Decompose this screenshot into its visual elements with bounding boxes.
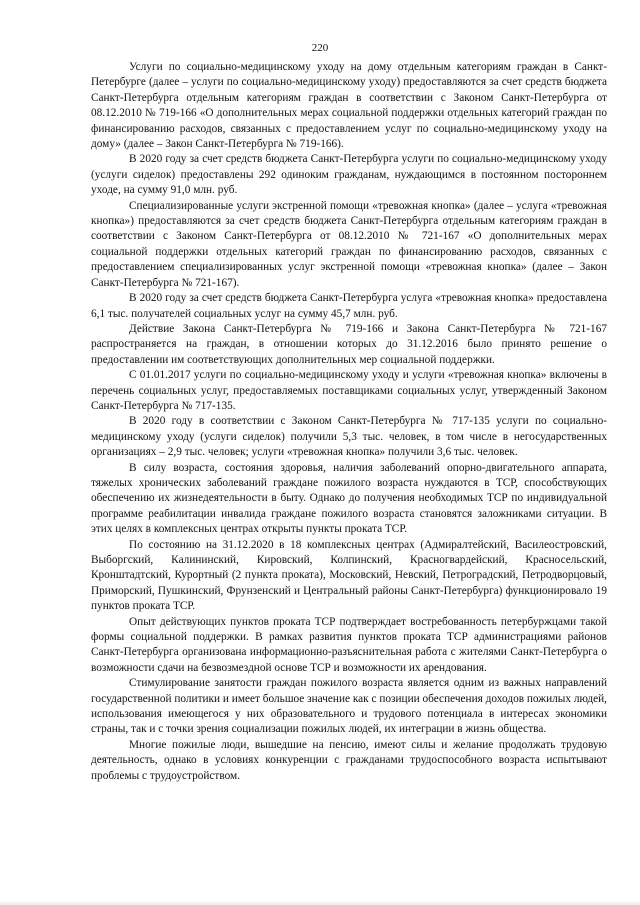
page-number: 220 — [311, 42, 329, 54]
paragraph-social-services-list: С 01.01.2017 услуги по социально-медицинскому уходу и услуги «тревожная кнопка» включены в перечень социальных услуг, предоставляемых поставщиками социальных услуг, утвержденный Законом Санкт-Петербурга № 717-135. — [91, 369, 607, 412]
paragraph-home-care-services: Услуги по социально-медицинскому уходу на дому отдельным категориям граждан в Санкт-Петербурге (далее – услуги по социально-медицинскому уходу) предоставляются за счет средств бюджета Санкт-Петербурга отдельным категориям граждан в соответствии с Законом Санкт-Петербурга от 08.12.2010 № 719-166 «О дополнительных мерах социальной поддержки отдельных категорий граждан по финансированию расходов, связанных с предоставлением услуг по социально-медицинскому уходу на дому» (далее – Закон Санкт-Петербурга № 719-166). — [91, 61, 607, 151]
paragraph-employment-policy: Стимулирование занятости граждан пожилого возраста является одним из важных направлений государственной политики и имеет большое значение как с позиции обеспечения доходов пожилых людей, использования имеющегося у них образовательного и трудового потенциала в интересах экономики страны, так и с точки зрения социализации пожилых людей, их интеграции в жизнь общества. — [91, 677, 607, 736]
paragraph-home-care-2020: В 2020 году за счет средств бюджета Санкт-Петербурга услуги по социально-медицинскому уходу (услуги сиделок) предоставлены 292 одиноким гражданам, нуждающимся в постоянном постороннем уходе, на сумму 91,0 млн. руб. — [91, 153, 607, 197]
paragraph-rental-points: По состоянию на 31.12.2020 в 18 комплексных центрах (Адмиралтейский, Василеостровский, Выборгский, Калининский, Кировский, Колпинский, Красногвардейский, Красносельский, Кронштадтский, Курортный (2 пункта проката), Московский, Невский, Петроградский, Петродворцовый, Приморский, Пушкинский, Фрунзенский и Центральный районы Санкт-Петербурга) функционировало 19 пунктов проката ТСР. — [91, 538, 607, 613]
paragraph-employment-problems: Многие пожилые люди, вышедшие на пенсию, имеют силы и желание продолжать трудовую деятельность, однако в условиях конкуренции с гражданами трудоспособного возраста испытывают проблемы с трудоустройством. — [91, 738, 607, 782]
paragraph-services-2020-stats: В 2020 году в соответствии с Законом Санкт-Петербурга № 717-135 услуги по социально-медицинскому уходу (услуги сиделок) получили 5,3 тыс. человек, в том числе в негосударственных организациях – 2,9 тыс. человек; услуги «тревожная кнопка» получили 3,6 тыс. человек. — [91, 415, 607, 459]
paragraph-alarm-button-services: Специализированные услуги экстренной помощи «тревожная кнопка» (далее – услуга «тревожная кнопка») предоставляются за счет средств бюджета Санкт-Петербурга отдельным категориям граждан в соответствии с Законом Санкт-Петербурга от 08.12.2010 № 721-167 «О дополнительных мерах социальной поддержки отдельных категорий граждан по финансированию расходов, связанных с предоставлением специализированных услуг экстренной помощи «тревожная кнопка» (далее – Закон Санкт-Петербурга № 721-167). — [91, 199, 607, 289]
paragraph-rehab-equipment-need: В силу возраста, состояния здоровья, наличия заболеваний опорно-двигательного аппарата, тяжелых хронических заболеваний граждане пожилого возраста нуждаются в ТСР, способствующих обеспечению их жизнедеятельности в быту. Однако до получения необходимых ТСР по индивидуальной программе реабилитации инвалида граждане пожилого возраста становятся заложниками ситуации. В этих целях в комплексных центрах открыты пункты проката ТСР. — [91, 461, 607, 536]
paragraph-law-scope: Действие Закона Санкт-Петербурга № 719-166 и Закона Санкт-Петербурга № 721-167 распространяется на граждан, в отношении которых до 31.12.2016 было принято решение о предоставлении им соответствующих дополнительных мер социальной поддержки. — [91, 322, 607, 366]
paragraph-alarm-button-2020: В 2020 году за счет средств бюджета Санкт-Петербурга услуга «тревожная кнопка» предоставлена 6,1 тыс. получателей социальных услуг на сумму 45,7 млн. руб. — [91, 292, 607, 320]
paragraph-rental-experience: Опыт действующих пунктов проката ТСР подтверждает востребованность петербуржцами такой формы социальной поддержки. В рамках развития пунктов проката ТСР администрациями районов Санкт-Петербурга организована информационно-разъяснительная работа с жителями Санкт-Петербурга о возможности сдачи на безвозмездной основе ТСР и возможности их арендования. — [91, 615, 607, 674]
scan-bottom-edge — [0, 901, 640, 905]
document-body — [91, 60, 607, 784]
